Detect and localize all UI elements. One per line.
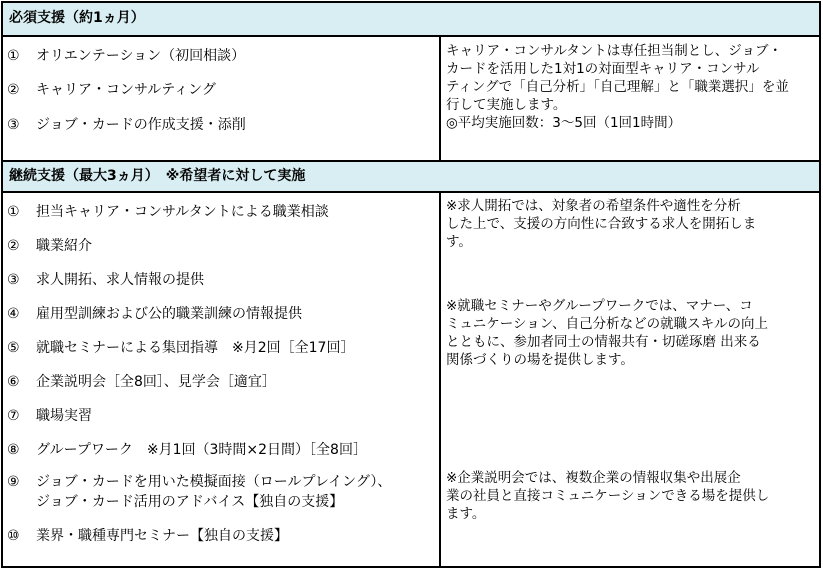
section1-description: キャリア・コンサルタントは専任担当制とし、ジョブ・ カードを活用した1対1の対面型キャリア・コンサル ティングで「自己分析」「自己理解」と「職業選択」を並 行して実施します。 ◎平均実施回数：3～5回（1回1時間） (446, 43, 789, 131)
section1-header: 必須支援（約1ヵ月） (3, 3, 819, 37)
section2-description-seminar: ※就職セミナーやグループワークでは、マナー、コ ミュニケーション、自己分析などの就職スキルの向上 とともに、参加者同士の情報共有・切磋琢磨 出来る 関係づくりの場を提供します。 (446, 298, 768, 368)
section2-description-company-briefing: ※企業説明会では、複数企業の情報収集や出展企 業の社員と直接コミュニケーションできる場を提供し ます。 (446, 470, 770, 522)
section2-header: 継続支援（最大3ヵ月） ※希望者に対して実施 (3, 160, 819, 193)
support-table: 必須支援（約1ヵ月） ① オリエンテーション（初回相談） ② キャリア・コンサルティング ③ ジョブ・カードの作成支援・添削 キャリア・コンサルタントは専任担当制とし、ジョブ・ カードを活用した1対1の対面型キャリア・コンサル ティングで「自己分析」「自己理解」と「職業選択」を並 行して実施します。 ◎平均実施回数：3～5回（1回1時間） 継続支援（最大3ヵ月） ※希望者に対して実施 ① 担当キャリア・コンサルタントによる職業相談 ② 職業紹介 ③ 求人開拓、求人情報の提供 ④ 雇用型訓練および公的職業訓練の情報提供 ⑤ 就職セミナーによる集団指導 ※月2回［全17回］ ⑥ 企業説明会［全8回］、見学会［適宜］ ⑦ 職場実習 ⑧ グループワーク ※月1回（3時間×2日間）［全8回］ ⑨ ジョブ・カードを用いた模擬面接（ロールプレイング）、 ジョブ・カード活用のアドバイス【独自の支援】 ⑩ 業界・職種専門セミナー【独自の支援】 ※求人開拓では、対象者の希望条件や適性を分析 した上で、支援の方向性に合致する求人を開拓しま す。 ※就職セミナーやグループワークでは、マナー、コ ミュニケーション、自己分析などの就職スキルの向上 とともに、参加者同士の情報共有・切磋琢磨 出来る 関係づくりの場を提供します。 ※企業説明会では、複数企業の情報収集や出展企 業の社員と直接コミュニケーションできる場を提供し ます。 (1, 1, 821, 568)
column-divider (439, 193, 441, 566)
column-divider (439, 37, 441, 160)
section2-description-recruiting: ※求人開拓では、対象者の希望条件や適性を分析 した上で、支援の方向性に合致する求人を開拓しま す。 (446, 198, 757, 250)
